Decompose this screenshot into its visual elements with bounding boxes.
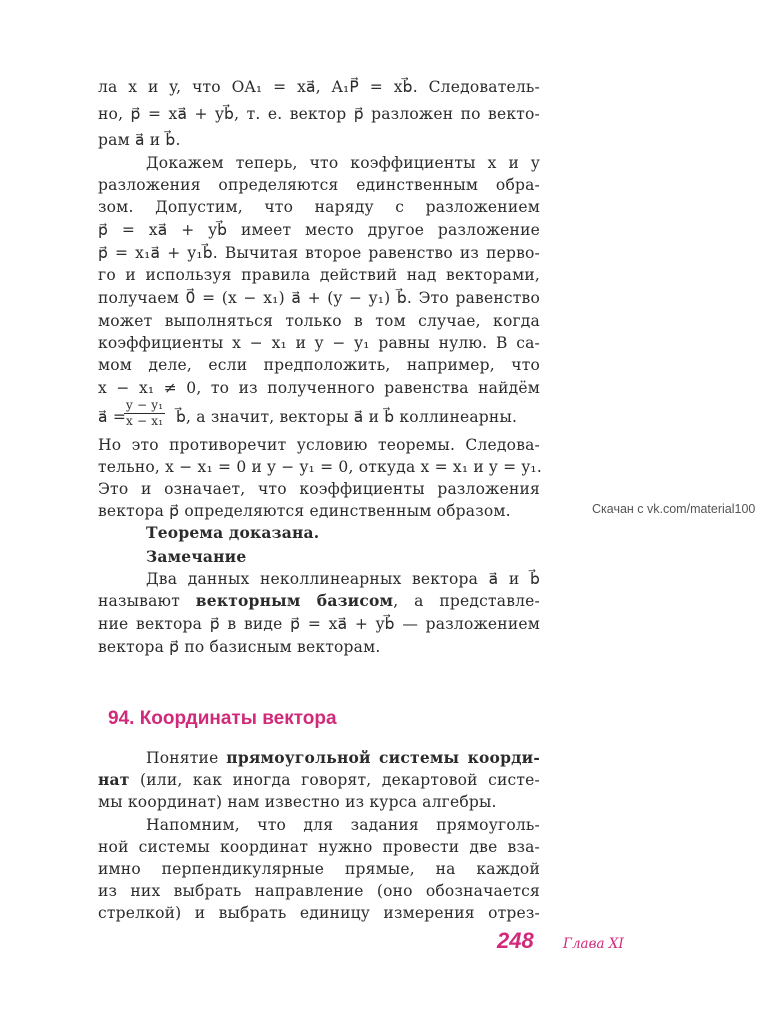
formula-lhs: a⃗ = — [98, 408, 127, 426]
text-line — [98, 590, 540, 612]
text-line: ла x и y, что OA₁ = xa⃗, A₁P⃗ = xb⃗. Следователь- — [98, 78, 540, 96]
term-rectangular-coords: прямоугольной системы коорди- — [226, 748, 540, 767]
formula-line — [98, 398, 540, 434]
text-line — [98, 769, 540, 791]
text-line: вектора p⃗ по базисным векторам. — [98, 638, 381, 656]
text-line: ной системы координат нужно провести две вза- — [98, 838, 540, 856]
text-line: разложения определяются единственным обра- — [98, 176, 540, 194]
remark-title: Замечание — [146, 547, 247, 566]
text-line: го и используя правила действий над векторами, — [98, 266, 540, 284]
text-segment: называют — [98, 592, 196, 610]
text-line: p⃗ = x₁a⃗ + y₁b⃗. Вычитая второе равенство из перво- — [98, 244, 540, 262]
text-line: мом деле, если предположить, например, что — [98, 356, 540, 374]
text-line: но, p⃗ = xa⃗ + yb⃗, т. е. вектор p⃗ разложен по векто- — [98, 105, 540, 123]
text-line: x − x₁ ≠ 0, то из полученного равенства найдём — [98, 379, 540, 397]
text-line: стрелкой) и выбрать единицу измерения отрез- — [98, 904, 540, 922]
text-line: рам a⃗ и b⃗. — [98, 131, 181, 149]
page-number: 248 — [497, 928, 534, 953]
fraction-denominator: x − x₁ — [126, 414, 164, 428]
text-line: Это и означает, что коэффициенты разложения — [98, 480, 540, 498]
text-line: тельно, x − x₁ = 0 и y − y₁ = 0, откуда x = x₁ и y = y₁. — [98, 458, 542, 476]
text-line: p⃗ = xa⃗ + yb⃗ имеет место другое разложение — [98, 221, 540, 239]
text-line — [146, 747, 540, 769]
text-line: Напомним, что для задания прямоуголь- — [146, 816, 540, 834]
fraction — [124, 398, 165, 429]
text-line: мы координат) нам известно из курса алгебры. — [98, 793, 497, 811]
text-line: из них выбрать направление (оно обозначается — [98, 882, 540, 900]
text-line: ние вектора p⃗ в виде p⃗ = xa⃗ + yb⃗ — разложением — [98, 615, 540, 633]
text-line: получаем 0⃗ = (x − x₁) a⃗ + (y − y₁) b⃗. Это равенство — [98, 289, 540, 307]
text-line: зом. Допустим, что наряду с разложением — [98, 198, 540, 216]
text-segment: Понятие — [146, 749, 227, 767]
text-line: Два данных неколлинеарных вектора a⃗ и b⃗ — [146, 570, 540, 588]
theorem-proved: Теорема доказана. — [146, 523, 320, 542]
text-line: Докажем теперь, что коэффициенты x и y — [146, 154, 540, 172]
text-line: коэффициенты x − x₁ и y − y₁ равны нулю. В са- — [98, 334, 540, 352]
text-segment: , а представле- — [393, 592, 540, 610]
fraction-numerator: y − y₁ — [126, 398, 164, 412]
text-line: имно перпендикулярные прямые, на каждой — [98, 860, 540, 878]
chapter-label: Глава XI — [563, 936, 624, 952]
text-line: может выполняться только в том случае, когда — [98, 312, 540, 330]
text-segment: (или, как иногда говорят, декартовой систе- — [129, 771, 540, 789]
watermark: Скачан с vk.com/material100 — [592, 502, 756, 516]
term-vector-basis: векторным базисом — [195, 591, 394, 610]
text-line: вектора p⃗ определяются единственным образом. — [98, 502, 511, 520]
text-line: Но это противоречит условию теоремы. Следова- — [98, 436, 540, 454]
formula-rest: b⃗, а значит, векторы a⃗ и b⃗ коллинеарны. — [176, 408, 518, 426]
term-rectangular-coords-end: нат — [98, 770, 130, 789]
section-heading: 94. Координаты вектора — [108, 708, 337, 729]
